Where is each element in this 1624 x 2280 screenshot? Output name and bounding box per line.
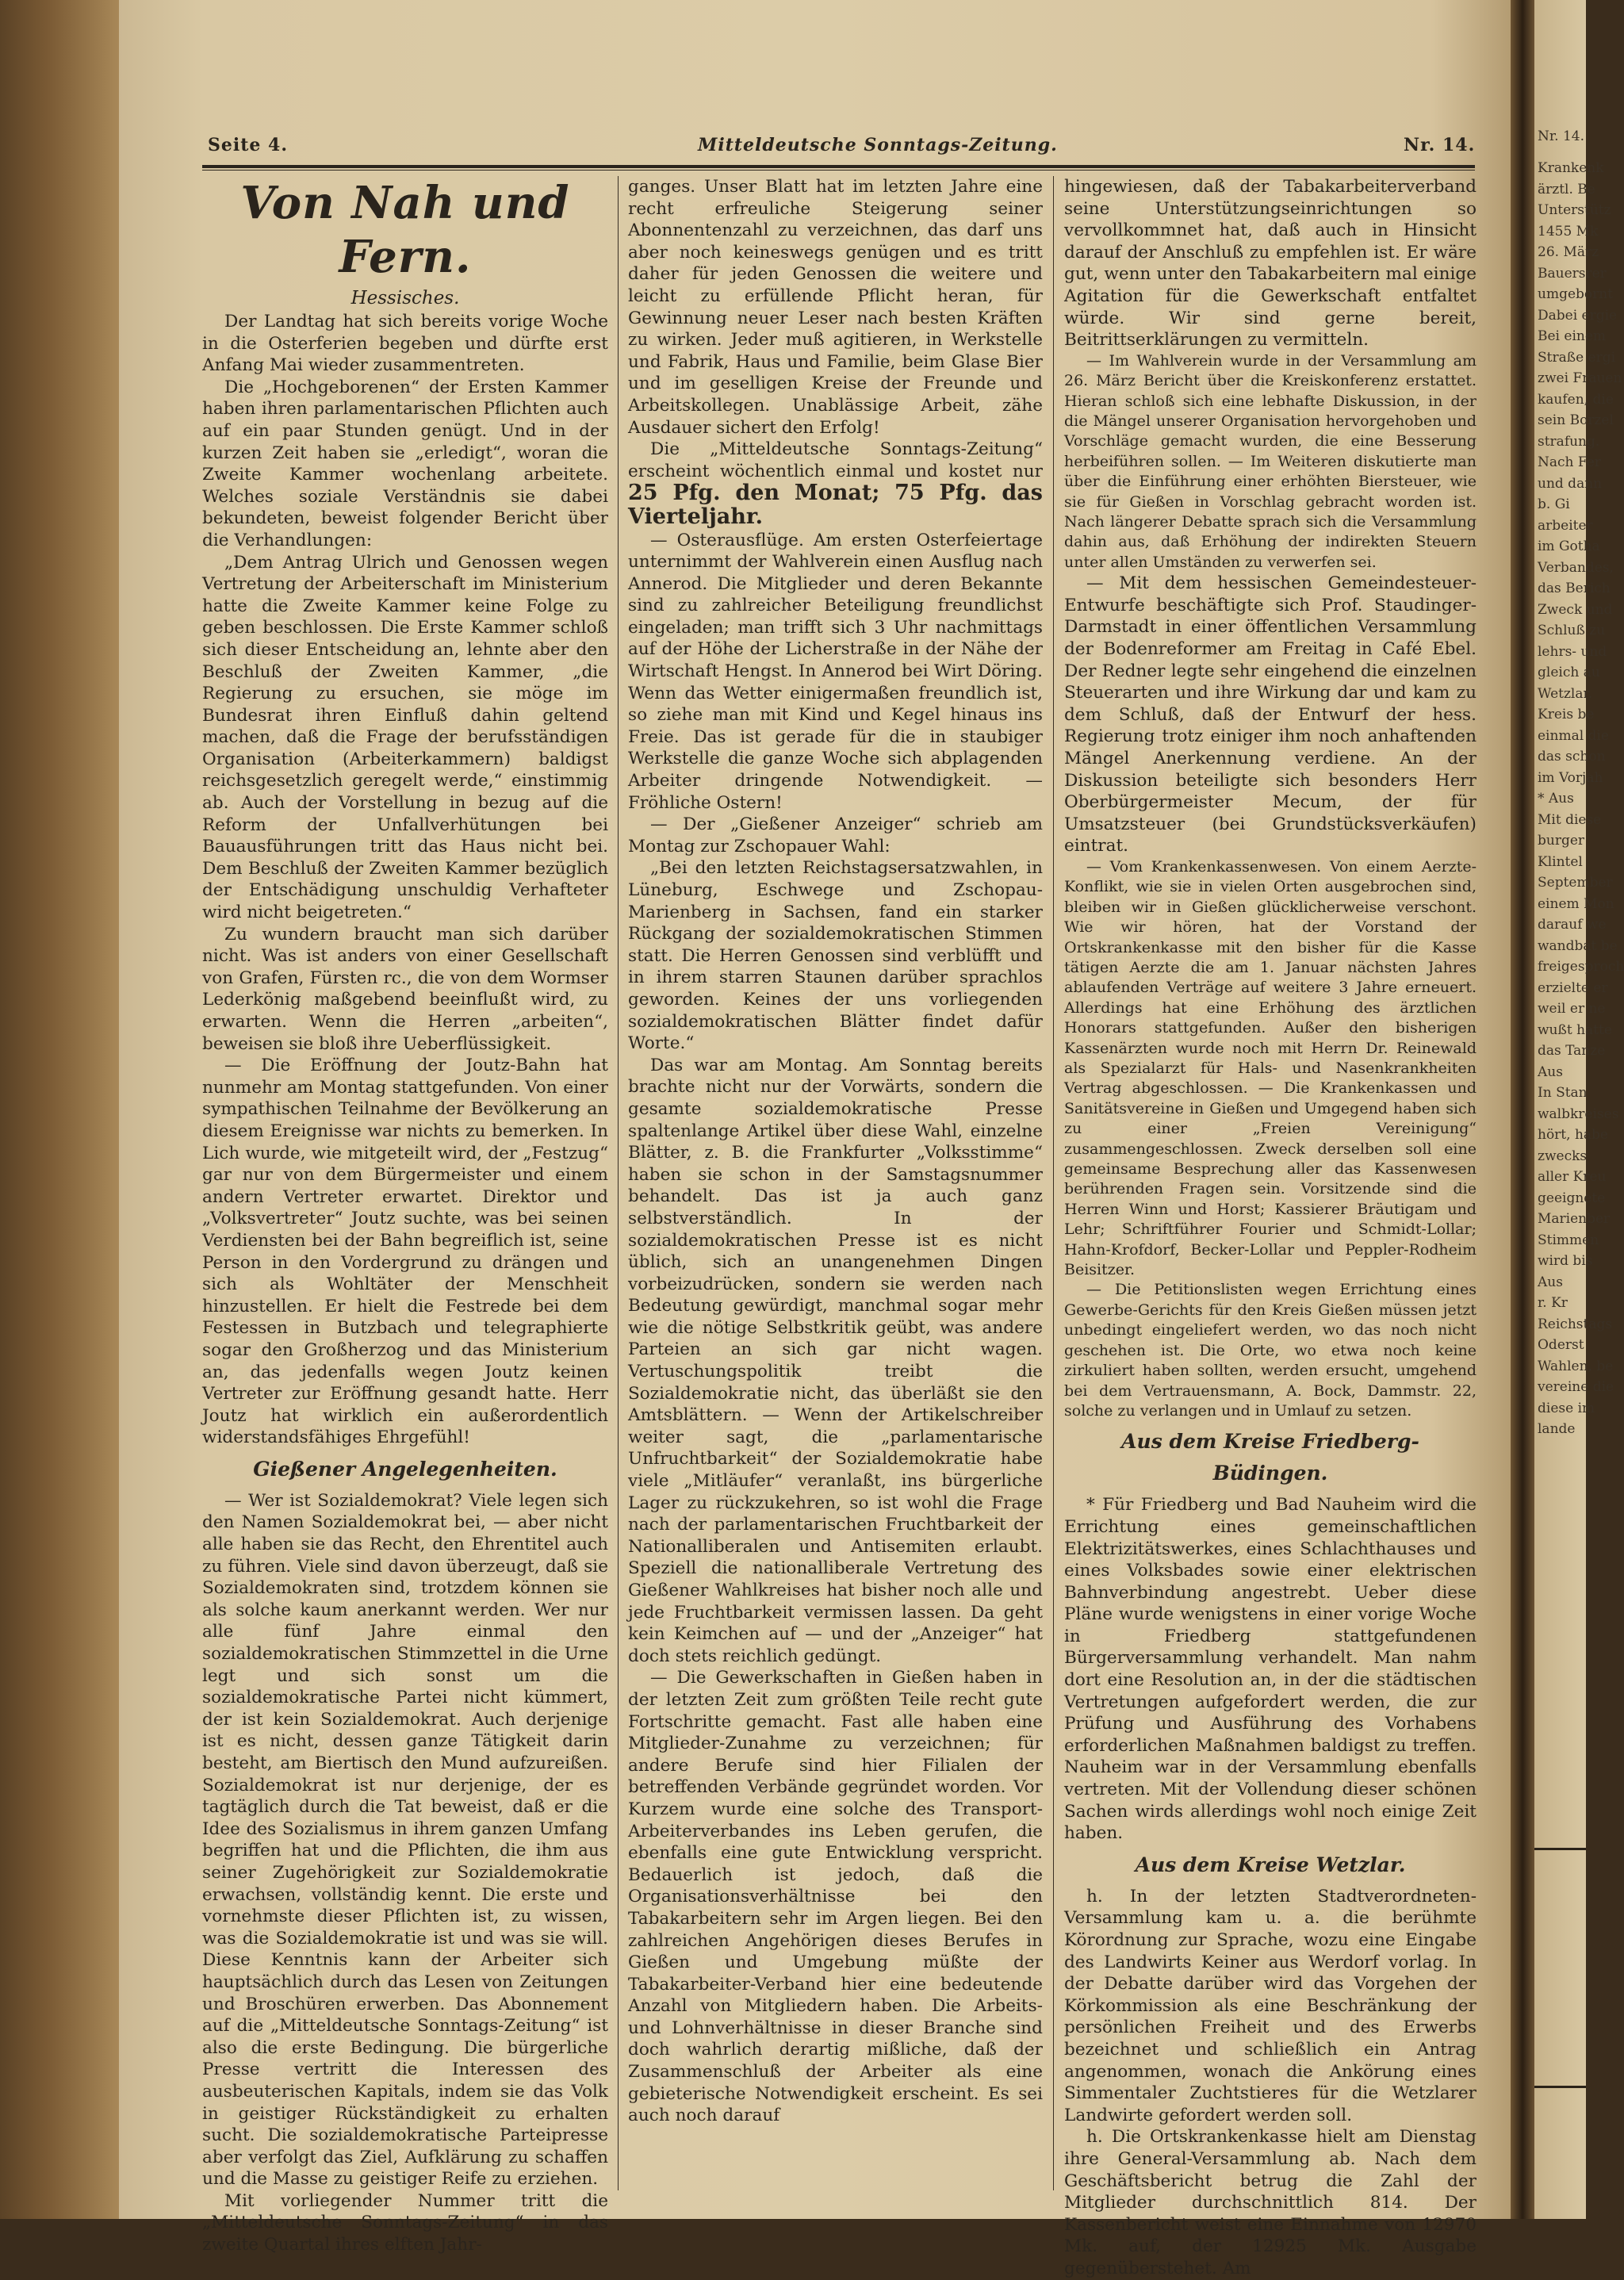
facing-page-text: freigesproch bbox=[1538, 959, 1624, 975]
facing-page-text: zwecks bbox=[1538, 1148, 1588, 1164]
facing-page-text: Straße ergi bbox=[1538, 349, 1616, 366]
facing-page-text: Kreis be bbox=[1538, 707, 1595, 722]
facing-page-text: lehrs- und bbox=[1538, 643, 1607, 660]
facing-page-text: Reichstags bbox=[1538, 1316, 1613, 1332]
column-divider bbox=[1053, 176, 1054, 2190]
running-title: Mitteldeutsche Sonntags-Zeitung. bbox=[698, 135, 1058, 155]
facing-page-text: Nach Fer bbox=[1538, 454, 1601, 470]
facing-page-text: walbkreises bbox=[1538, 1106, 1619, 1122]
facing-page-text: 26. März bbox=[1538, 244, 1599, 260]
facing-page-text: strafung. bbox=[1538, 433, 1600, 450]
facing-page-text: In Stan bbox=[1538, 1085, 1588, 1101]
book-gutter bbox=[1511, 0, 1534, 2219]
price-intro: Die „Mitteldeutsche Sonntags-Zeitung“ erscheint wöchentlich einmal und kostet nur bbox=[628, 439, 1043, 481]
article-ortskrankenkasse: h. Die Ortskrankenkasse hielt am Dienstag ihre General-Versammlung ab. Nach dem Geschäftsbericht betrug die Zahl der Mitglieder durchschnittlich 814. Der Kassenbericht weist eine Einnahme von 12970 Mk. auf, der 12925 Mk. Ausgabe gegenüberstehet. Am bbox=[1064, 2127, 1477, 2278]
facing-page-text: Bei einem bbox=[1538, 328, 1607, 344]
facing-page-text: darauf we bbox=[1538, 917, 1607, 933]
facing-page-text: arbeiter bbox=[1538, 517, 1593, 534]
masthead: Von Nah und Fern. bbox=[240, 177, 570, 283]
facing-page-text: Oderst bbox=[1538, 1337, 1584, 1353]
facing-page-text: wandbat be bbox=[1538, 937, 1618, 954]
article-friedberg: * Für Friedberg und Bad Nauheim wird die Errichtung eines gemeinschaftlichen Elektrizitätswerkes, eines Schlachthauses und eines Volksbades sowie einer elektrischen Bahnverbindung angestrebt. Ueber diese Pläne wurde wenigstens in einer vorige Woche in Friedberg stattgefundenen Bürgerversammlung verhandelt. Man nahm dort eine Resolution an, in der die städtischen Vertretungen aufgefordert werden, die zur Prüfung und Ausführung des Vorhabens erforderlichen Maßnahmen baldigst zu treffen. Nauheim war in der Versammlung ebenfalls vertreten. Mit der Vollendung dieser schönen Sachen wirds allerdings wohl noch einige Zeit haben. bbox=[1064, 1495, 1477, 1844]
book-edge-left bbox=[0, 0, 119, 2219]
article-wahlverein: — Im Wahlverein wurde in der Versammlung am 26. März Bericht über die Kreiskonferenz erstattet. Hieran schloß sich eine lebhafte Diskussion, in der die Mängel unserer Organisation hervorgehoben und Vorschläge gemacht wurden, die eine Besserung herbeiführen sollen. — Im Weiteren diskutierte man über die Einführung einer erhöhten Biersteuer, wie sie für Gießen in Vorschlag gebracht worden ist. Nach längerer Debatte sprach sich die Versammlung dahin aus, daß Erhöhung der indirekten Steuern unter allen Umständen zu verwerfen sei. bbox=[1064, 351, 1477, 571]
article-gewerkschaften: — Die Gewerkschaften in Gießen haben in der letzten Zeit zum größten Teile recht gute Fortschritte gemacht. Fast alle haben eine Mitglieder-Zunahme zu verzeichnen; für andere Berufe sind hier Filialen der betreffenden Verbände gegründet worden. Vor Kurzem wurde eine solche des Transport-Arbeiterverbandes ins Leben gerufen, die ebenfalls eine gute Entwicklung verspricht. Bedauerlich ist jedoch, daß die Organisationsverhältnisse bei den Tabakarbeitern sehr im Argen liegen. Bei den zahlreichen Angehörigen dieses Berufes in Gießen und Umgebung müßte der Tabakarbeiter-Verband hier eine bedeutende Anzahl von Mitgliedern haben. Die Arbeits- und Lohnverhältnisse in dieser Branche sind doch wahrlich derartig mißliche, daß der Zusammenschluß der Arbeiter als eine gebieterische Notwendigkeit erscheint. Es sei auch noch darauf bbox=[628, 1668, 1043, 2126]
facing-page-text: Schluß zu bbox=[1538, 623, 1606, 638]
facing-page-text: Wahlen, be bbox=[1538, 1358, 1614, 1374]
article-joutz-bahn: — Die Eröffnung der Joutz-Bahn hat nunmehr am Montag stattgefunden. Von einer sympathischen Teilnahme der Bevölkerung an diesem Ereignisse war nichts zu bemerken. In Lich wurde, wie mitgeteilt wird, der „Festzug“ gar nur von dem Bürgermeister und einem andern Vertreter erwartet. Direktor und „Volksvertreter“ Joutz suchte, was bei seinen Verdiensten bei der Bahn begreiflich ist, seine Person in den Vordergrund zu drängen und sich als Wohltäter der Menschheit hinzustellen. Er hielt die Festrede bei dem Festessen in Butzbach und telegraphierte sogar den Großherzog und das Ministerium an, das jedenfalls wegen Joutz keinen Vertreter zur Eröffnung gesandt hatte. Herr Joutz hat wirklich ein außerordentlich widerstandsfähiges Ehrgefühl! bbox=[202, 1056, 608, 1448]
article-montag: Das war am Montag. Am Sonntag bereits brachte nicht nur der Vorwärts, sondern die gesamte sozialdemokratische Presse spaltenlange Artikel über diese Wahl, einzelne Blätter, z. B. die Frankfurter „Volksstimme“ haben sie schon in der Samstagsnummer behandelt. Das ist ja auch ganz selbstverständlich. In der sozialdemokratischen Presse ist es nicht üblich, sich an unangenehmen Dingen vorbeizudrücken, sondern sie werden nach Bedeutung gewürdigt, manchmal sogar mehr wie die nötige Selbstkritik geübt, was andere Parteien an sich gar nicht wagen. Vertuschungspolitik treibt die Sozialdemokratie nicht, das überläßt sie den Amtsblättern. — Wenn der Artikelschreiber weiter sagt, die „parlamentarische Unfruchtbarkeit“ der Sozialdemokratie habe viele „Mitläufer“ veranlaßt, ins bürgerliche Lager zu rückzukehren, so ist wohl die Frage nach der parlamentarischen Fruchtbarkeit der Nationalliberalen und Antisemiten erlaubt. Speziell die nationalliberale Vertretung des Gießener Wahlkreises hat bisher noch alle und jede Fruchtbarkeit vermissen lassen. Da geht kein Keimchen auf — und der „Anzeiger“ hat doch stets reichlich gedüngt. bbox=[628, 1055, 1043, 1666]
facing-page-text: diese im bbox=[1538, 1400, 1595, 1416]
facing-page-text: sein Borzel bbox=[1538, 412, 1614, 428]
facing-page-text: einem Mon bbox=[1538, 895, 1614, 912]
column-2 bbox=[628, 176, 1043, 2206]
article-sozialdemokrat: — Wer ist Sozialdemokrat? Viele legen sich den Namen Sozialdemokrat bei, — aber nicht alle haben sie das Recht, den Ehrentitel auch zu führen. Viele sind davon überzeugt, daß sie Sozialdemokraten sind, trotzdem können sie als solche kaum anerkannt werden. Wer nur alle fünf Jahre einmal den sozialdemokratischen Stimmzettel in die Urne legt und sich sonst um die sozialdemokratische Partei nicht kümmert, der ist kein Sozialdemokrat. Auch derjenige ist es nicht, dessen ganze Tätigkeit darin besteht, am Biertisch den Mund aufzureißen. Sozialdemokrat ist nur derjenige, der es tagtäglich durch die Tat beweist, daß er die Idee des Sozialismus in ihrem ganzen Umfang begriffen hat und die Pflichten, die ihm aus seiner Zugehörigkeit zur Sozialdemokratie erwachsen, vollständig kennt. Die erste und vornehmste dieser Pflichten ist, zu wissen, was die Sozialdemokratie ist und was sie will. Diese Kenntnis kann der Arbeiter sich hauptsächlich durch das Lesen von Zeitungen und Broschüren erwerben. Das Abonnement auf die „Mitteldeutsche Sonntags-Zeitung“ ist also die erste Bedingung. Die bürgerliche Presse vertritt die Interessen des ausbeuterischen Kapitals, indem sie das Volk in geistiger Rückständigkeit zu erhalten sucht. Die sozialdemokratische Parteipresse aber verfolgt das Ziel, Aufklärung zu schaffen und die Masse zu geistiger Reife zu erziehen. bbox=[202, 1490, 608, 2190]
article-comment: Zu wundern braucht man sich darüber nicht. Was ist anders von einer Gesellschaft von Grafen, Fürsten rc., die von dem Wormser Lederkönig maßgebend beeinflußt wird, zu erwarten. Wenn die Herren „arbeiten“, beweisen sie bloß ihre Ueberflüssigkeit. bbox=[202, 924, 608, 1054]
facing-page-text: umgebornt bbox=[1538, 286, 1614, 302]
article-gemeindesteuer: — Mit dem hessischen Gemeindesteuer-Entwurfe beschäftigte sich Prof. Staudinger-Darmstadt in einer öffentlichen Versammlung der Bodenreformer am Freitag in Café Ebel. Der Redner legte sehr eingehend die einzelnen Steuerarten und ihre Wirkung dar und kam zu dem Schluß, daß der Entwurf der hess. Regierung trotz einiger ihm noch anhaftenden Mängel Anerkennung verdiene. An der Diskussion beteiligte sich besonders Herr Oberbürgermeister Mecum, der für Umsatzsteuer (bei Grundstücksverkäufen) eintrat. bbox=[1064, 573, 1477, 856]
facing-page-text: Verbandes, bbox=[1538, 559, 1614, 576]
facing-page-text: Unterstütz bbox=[1538, 202, 1611, 218]
facing-page-text: das Berich bbox=[1538, 581, 1611, 596]
section-giessen: Gießener Angelegenheiten. bbox=[253, 1457, 557, 1481]
header-rule bbox=[202, 165, 1475, 168]
facing-page-text: erzielte er bbox=[1538, 979, 1608, 996]
article-petitionslisten: — Die Petitionslisten wegen Errichtung eines Gewerbe-Gerichts für den Kreis Gießen müssen jetzt unbedingt eingeliefert werden, wo das noch nicht geschehen ist. Die Orte, wo etwa noch keine zirkuliert haben sollten, werden ersucht, umgehend bei dem Vertrauensmann, A. Bock, Dammstr. 22, solche zu verlangen und in Umlauf zu setzen. bbox=[1064, 1281, 1477, 1420]
facing-page-text: burger bbox=[1538, 833, 1585, 849]
facing-page-text: weil er ne bbox=[1538, 1001, 1606, 1017]
facing-page-text: kaufen, die bbox=[1538, 391, 1614, 408]
facing-page-text: Klintel bbox=[1538, 853, 1583, 870]
article-tabakarbeiter: hingewiesen, daß der Tabakarbeiterverband seine Unterstützungseinrichtungen so vervollkommnet hat, daß auch in Hinsicht darauf der Anschluß zu empfehlen ist. Er wäre gut, wenn unter den Tabakarbeitern mal einige Agitation für die Gewerkschaft entfaltet würde. Wir sind gerne bereit, Beitrittserklärungen zu vermitteln. bbox=[1064, 177, 1477, 351]
facing-page-text: Aus bbox=[1538, 1274, 1563, 1290]
facing-page-text: Marienber bbox=[1538, 1211, 1611, 1227]
facing-page-text: Stimmen bbox=[1538, 1232, 1599, 1248]
facing-page-text: r. Kr bbox=[1538, 1295, 1568, 1311]
facing-page-text: wird bis bbox=[1538, 1253, 1593, 1269]
facing-page-text: Bauersrer bbox=[1538, 265, 1607, 282]
facing-page-text: vereine die bbox=[1538, 1379, 1614, 1395]
facing-page-text: geeignete bbox=[1538, 1190, 1606, 1206]
subhead-hessisches: Hessisches. bbox=[350, 288, 460, 308]
section-friedberg: Aus dem Kreise Friedberg-Büdingen. bbox=[1121, 1430, 1419, 1485]
article-osterausfluege: — Osterausflüge. Am ersten Osterfeiertage unternimmt der Wahlverein einen Ausflug nach Annerod. Die Mitglieder und deren Bekannte sind zu zahlreicher Beteiligung freundlichst eingeladen; man trifft sich 3 Uhr nachmittags auf der Höhe der Licherstraße in der Nähe der Wirtschaft Hengst. In Annerod bei Wirt Döring. Wenn das Wetter einigermaßen freundlich ist, so ziehe man mit Kind und Kegel hinaus ins Freie. Das ist gerade für die in staubiger Werkstelle die ganze Woche sich abplagenden Arbeiter dringende Notwendigkeit. — Fröhliche Ostern! bbox=[628, 530, 1043, 813]
header-rule-thin bbox=[202, 170, 1475, 171]
facing-page-text: hört, habe bbox=[1538, 1127, 1608, 1143]
page-number: Seite 4. bbox=[208, 135, 289, 155]
facing-page-rule bbox=[1534, 2086, 1586, 2088]
quote-verhandlungen: „Dem Antrag Ulrich und Genossen wegen Vertretung der Arbeiterschaft im Ministerium hatte die Zweite Kammer keine Folge zu geben beschlossen. Die Erste Kammer schloß sich dieser Entscheidung an, lehnte aber den Beschluß der Zweiten Kammer, „die Regierung zu ersuchen, sie möge im Bundesrat ihren Einfluß dahin geltend machen, daß die Frage der berufsständigen Organisation (Arbeiterkammern) baldigst reichsgesetzlich geregelt werde,“ einstimmig ab. Auch der Vorstellung in bezug auf die Reform der Unfallverhütungen bei Bauausführungen tritt das Haus nicht bei. Dem Beschluß der Zweiten Kammer bezüglich der Entschädigung unschuldig Verhafteter wird nicht beigetreten.“ bbox=[202, 552, 608, 923]
article-abonnenten: ganges. Unser Blatt hat im letzten Jahre eine recht erfreuliche Steigerung seiner Abonnentenzahl zu verzeichnen, das darf uns aber noch keineswegs genügen und es tritt daher für jeden Genossen die weitere und leicht zu erfüllende Pflicht heran, für Gewinnung neuer Leser nach besten Kräften zu wirken. Jeder muß agitieren, in Werkstelle und Fabrik, Haus und Familie, beim Glase Bier und im geselligen Kreise der Freunde und Arbeitskollegen. Unablässige Arbeit, zähe Ausdauer sichert den Erfolg! bbox=[628, 177, 1043, 438]
facing-page-text: im Vorjah bbox=[1538, 769, 1603, 786]
facing-page-text: b. Gi bbox=[1538, 496, 1570, 512]
facing-page-fragment bbox=[1534, 0, 1624, 2219]
facing-page-text: zwei Frauen bbox=[1538, 370, 1622, 386]
facing-page-text: das Tanze bbox=[1538, 1043, 1606, 1059]
facing-page-text: Aus bbox=[1538, 1063, 1563, 1080]
article-erste-kammer: Die „Hochgeborenen“ der Ersten Kammer haben ihren parlamentarischen Pflichten auch auf ein paar Stunden genügt. Und in der kurzen Zeit haben sie „erledigt“, woran die Zweite Kammer wochenlang arbeitete. Welches soziale Verständnis sie dabei bekundeten, beweist folgender Bericht über die Verhandlungen: bbox=[202, 377, 608, 550]
facing-page-text: 1455 Mk bbox=[1538, 223, 1599, 239]
article-krankenkassen: — Vom Krankenkassenwesen. Von einem Aerzte-Konflikt, wie sie in vielen Orten ausgebrochen sind, bleiben wir in Gießen glücklicherweise verschont. Wie wir hören, hat der Vorstand der Ortskrankenkasse mit den bisher für die Kasse tätigen Aerzte die am 1. Januar nächsten Jahres ablaufenden Verträge auf weitere 3 Jahre erneuert. Allerdings hat eine Erhöhung des ärztlichen Honorars stattgefunden. Außer den bisherigen Kassenärzten wurde noch mit Herrn Dr. Reinewald als Spezialarzt für Hals- und Nasenkrankheiten Vertrag abgeschlossen. — Die Krankenkassen und Sanitätsvereine in Gießen und Umgegend haben sich zu einer „Freien Vereinigung“ zusammengeschlossen. Zweck derselben soll eine gemeinsame Besprechung aller das Kassenwesen berührenden Fragen sein. Vorsitzende sind die Herren Winn und Horst; Kassierer Bräutigam und Lehr; Schriftführer Fourier und Schmidt-Lollar; Hahn-Krofdorf, Becker-Lollar und Peppler-Rodheim Beisitzer. bbox=[1064, 857, 1477, 1279]
facing-page-text: September bbox=[1538, 875, 1613, 891]
facing-page-text: Zweck und bbox=[1538, 601, 1613, 618]
facing-page-text: und dann bbox=[1538, 475, 1603, 492]
article-koerordnung: h. In der letzten Stadtverordneten-Versammlung kam u. a. die berühmte Körordnung zur Sprache, wozu eine Eingabe des Landwirts Keiner aus Werdorf vorlag. In der Debatte darüber wird das Vorgehen der Körkommission als eine Beschränkung der persönlichen Freiheit und des Erwerbs bezeichnet und schließlich ein Antrag angenommen, wonach die Ankörung eines Simmentaler Zuchtstieres für die Wetzlarer Landwirte gefordert werden soll. bbox=[1064, 1886, 1477, 2125]
article-landtag: Der Landtag hat sich bereits vorige Woche in die Osterferien begeben und dürfte erst Anfang Mai wieder zusammentreten. bbox=[202, 312, 608, 376]
facing-page-text: aller Kreu bbox=[1538, 1169, 1607, 1185]
facing-page-text: einmal die bbox=[1538, 727, 1609, 744]
column-3 bbox=[1064, 176, 1477, 2278]
facing-page-text: das schon bbox=[1538, 749, 1606, 764]
article-quartal: Mit vorliegender Nummer tritt die „Mitteldeutsche Sonntags-Zeitung“ in das zweite Quartal ihres elften Jahr- bbox=[202, 2190, 608, 2255]
facing-page-text: Wetzlar. bbox=[1538, 685, 1593, 702]
column-1 bbox=[202, 176, 608, 2255]
section-wetzlar: Aus dem Kreise Wetzlar. bbox=[1135, 1853, 1406, 1876]
column-divider bbox=[618, 176, 619, 2190]
price-notice bbox=[628, 439, 1043, 529]
facing-page-text: gleich au bbox=[1538, 665, 1600, 680]
facing-page-text: Nr. 14. bbox=[1538, 128, 1584, 144]
facing-page-text: Mit diese bbox=[1538, 811, 1602, 828]
facing-page-text: Dabei ergie bbox=[1538, 307, 1618, 324]
issue-number: Nr. 14. bbox=[1404, 135, 1476, 155]
facing-page-text: wußt hatte bbox=[1538, 1021, 1612, 1038]
article-anzeiger: — Der „Gießener Anzeiger“ schrieb am Montag zur Zschopauer Wahl: bbox=[628, 814, 1043, 856]
facing-page-text: im Gotha bbox=[1538, 538, 1600, 554]
facing-page-text: ärztl. Be bbox=[1538, 181, 1595, 197]
quote-anzeiger: „Bei den letzten Reichstagsersatzwahlen, in Lüneburg, Eschwege und Zschopau-Marienberg in Sachsen, fand ein starker Rückgang der sozialdemokratischen Stimmen statt. Die Herren Genossen sind verblüfft und in ihrem starren Staunen darüber sprachlos geworden. Keines der uns vorliegenden sozialdemokratischen Blätter findet dafür Worte.“ bbox=[628, 858, 1043, 1054]
price-amount: 25 Pfg. den Monat; 75 Pfg. das Vierteljahr. bbox=[628, 481, 1043, 529]
facing-page-text: Krankenk bbox=[1538, 160, 1604, 176]
facing-page-text: lande bbox=[1538, 1421, 1576, 1437]
facing-page-text: * Aus bbox=[1538, 791, 1574, 807]
facing-page-rule bbox=[1534, 1848, 1586, 1850]
